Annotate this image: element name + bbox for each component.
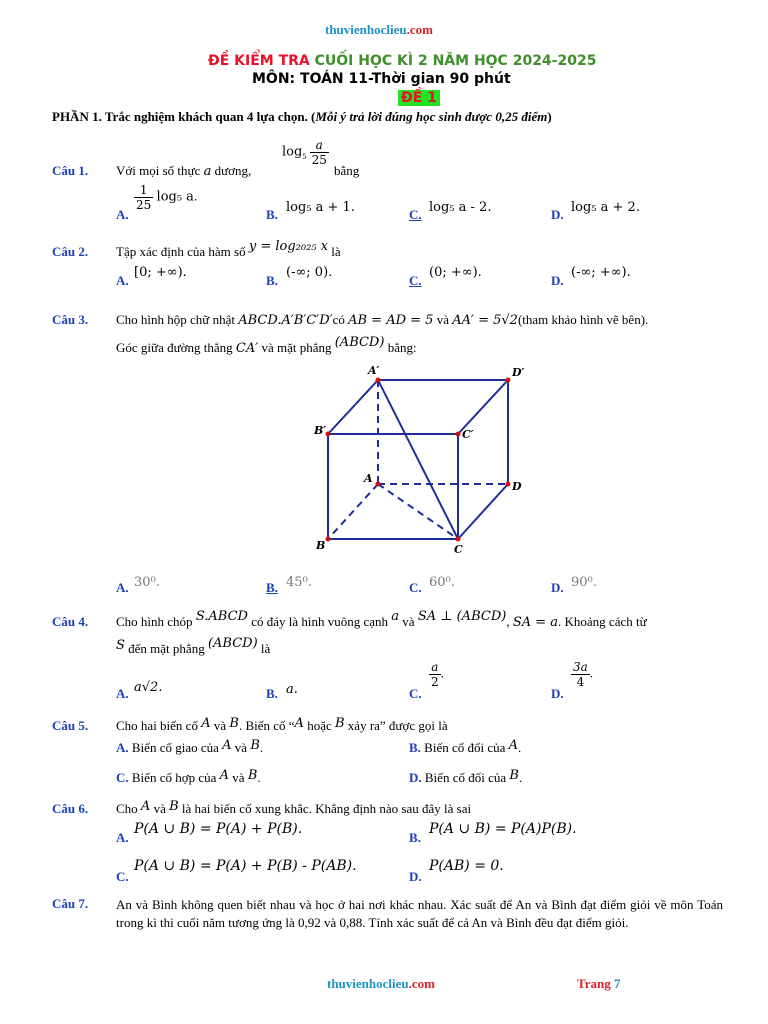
q4-text-b: có đáy là hình vuông cạnh <box>251 614 389 629</box>
q1-option-b-label[interactable]: B. <box>266 207 278 222</box>
q4-option-d[interactable]: $\frac{3a}{4}$ . <box>573 660 594 689</box>
q6-var-a: A <box>140 799 151 814</box>
q1-option-a-label[interactable]: A. <box>116 207 129 222</box>
q1-stem <box>116 163 251 179</box>
q1-option-c[interactable]: log₅ a - 2. <box>429 200 492 215</box>
q2-option-c[interactable]: (0; +∞). <box>429 265 482 280</box>
q4-line2-a: đến mặt phẳng <box>128 641 205 656</box>
q4-expr4: SA = a <box>512 615 559 630</box>
q3-label: Câu 3. <box>52 312 89 327</box>
q5-option-a[interactable]: A. Biến cố giao của A và B. <box>116 738 264 755</box>
q4-option-d-label[interactable]: D. <box>551 686 564 701</box>
q6-option-a[interactable]: P(A ∪ B) = P(A) + P(B). <box>134 821 303 837</box>
q1-option-d[interactable]: log₅ a + 2. <box>571 200 640 215</box>
q5-var-a: A <box>201 716 211 731</box>
page-num: 7 <box>613 976 621 991</box>
q5-b-label: B. <box>409 740 421 755</box>
q4-d-den: 4 <box>576 675 585 689</box>
q4-expr2: a <box>391 609 400 624</box>
q4-label: Câu 4. <box>52 614 89 629</box>
exam-code-badge: ĐỀ 1 <box>398 90 440 106</box>
q5-stem <box>116 718 448 734</box>
q2-option-c-label[interactable]: C. <box>409 273 422 288</box>
q5-d-var: B <box>509 768 519 783</box>
vertex-C1 <box>456 432 461 437</box>
q5-var-a2: A <box>294 716 304 731</box>
vertex-D1 <box>506 378 511 383</box>
q4-text-c: và <box>402 614 415 629</box>
site-name[interactable] <box>325 22 433 38</box>
vertex-A1 <box>376 378 381 383</box>
q5-text-d: xảy ra” được gọi là <box>347 718 448 733</box>
vertex-label-A: A <box>364 472 373 485</box>
q2-c-expr: (0; +∞) <box>429 265 478 280</box>
q4-option-a[interactable]: a√2. <box>134 680 163 695</box>
q5-a-var-b: B <box>250 738 260 753</box>
q2-option-d-label[interactable]: D. <box>551 273 564 288</box>
q3-text-d: (tham khảo hình vẽ bên). <box>517 312 649 327</box>
q4-text-a: Cho hình chóp <box>116 614 193 629</box>
q3-option-d-label[interactable]: D. <box>551 580 564 595</box>
site-name-blue: thuvienhoclieu <box>325 22 407 37</box>
exam-title-green: CUỐI HỌC KÌ 2 NĂM HỌC 2024-2025 <box>314 53 597 69</box>
vertex-label-C1: C′ <box>462 428 474 441</box>
q6-c-expr: P(A ∪ B) = P(A) + P(B) - P(AB) <box>134 858 353 874</box>
q3-line2-b: và mặt phẳng <box>261 340 332 355</box>
q6-a-expr: P(A ∪ B) = P(A) + P(B) <box>134 821 298 837</box>
q1-text-c: bằng <box>334 163 360 178</box>
q6-option-b[interactable]: P(A ∪ B) = P(A)P(B). <box>429 821 577 837</box>
q4-c-num: a <box>429 660 441 675</box>
q2-option-b-label[interactable]: B. <box>266 273 278 288</box>
q2-d-expr: (-∞; +∞) <box>571 265 627 280</box>
edge-C1-D1 <box>458 380 508 434</box>
q6-var-b: B <box>169 799 179 814</box>
q3-option-a-label[interactable]: A. <box>116 580 129 595</box>
q1-text-a: Với mọi số thực <box>116 163 201 178</box>
q5-c-var-a: A <box>219 768 230 783</box>
q5-b-text: Biến cố đối của <box>424 740 506 755</box>
q4-d-fraction <box>571 660 590 689</box>
q3-text-b: có <box>332 312 345 327</box>
q6-stem <box>116 801 471 817</box>
q4-s: S <box>116 638 125 653</box>
q5-c-and: và <box>232 770 245 785</box>
q3-option-a[interactable]: 30⁰. <box>134 575 160 590</box>
q5-a-label: A. <box>116 740 129 755</box>
q4-stem-line1: Cho hình chóp S.ABCD có đáy là hình vuông cạnh a và SA ⊥ (ABCD), SA = a. Khoảng cách từ <box>116 609 647 630</box>
q5-var-b: B <box>229 716 239 731</box>
q4-option-a-label[interactable]: A. <box>116 686 129 701</box>
q4-option-b[interactable]: a. <box>286 682 298 697</box>
q1-log-sub: 5 <box>302 152 307 162</box>
vertex-label-D1: D′ <box>512 366 525 379</box>
q5-text: Cho hai biến cố <box>116 718 198 733</box>
q2-stem <box>116 239 341 260</box>
q5-label: Câu 5. <box>52 718 89 733</box>
q1-log: log <box>282 144 303 160</box>
part1-note: Mỗi ý trả lời đúng học sinh được 0,25 điểm <box>315 109 548 124</box>
hidden-edge-A-C <box>378 484 458 539</box>
q4-b-expr: a <box>286 682 294 697</box>
q3-expr2: AB = AD = 5 <box>348 313 434 328</box>
q3-a-expr: 30⁰ <box>134 575 156 590</box>
q2-option-d[interactable]: (-∞; +∞). <box>571 265 631 280</box>
q6-label: Câu 6. <box>52 801 89 816</box>
q7-label: Câu 7. <box>52 896 89 911</box>
page-label: Trang <box>577 976 611 991</box>
q5-a-text: Biến cố giao của <box>131 740 219 755</box>
q1-a-fraction <box>134 183 153 212</box>
q5-and: và <box>213 718 227 733</box>
q3-line2-a: Góc giữa đường thẳng <box>116 340 233 355</box>
q1-b-expr: log₅ a + 1 <box>286 200 351 215</box>
vertex-label-A1: A′ <box>368 364 380 377</box>
q4-option-c-label[interactable]: C. <box>409 686 422 701</box>
q5-option-c[interactable]: C. Biến cố hợp của A và B. <box>116 768 261 785</box>
q5-c-text: Biến cố hợp của <box>131 770 217 785</box>
q2-text: Tập xác định của hàm số <box>116 244 246 259</box>
q2-b-expr: (-∞; 0) <box>286 265 329 280</box>
q4-option-b-label[interactable]: B. <box>266 686 278 701</box>
q1-frac-num: a <box>310 138 329 153</box>
q2-option-a[interactable]: [0; +∞). <box>134 265 187 280</box>
exam-subject: MÔN: TOÁN 11-Thời gian 90 phút <box>252 71 511 87</box>
q1-expression <box>282 138 329 167</box>
q3-expr5: (ABCD) <box>334 335 385 350</box>
q4-option-c[interactable]: $\frac{a}{2}$ . <box>431 660 444 689</box>
q1-fraction <box>310 138 329 167</box>
q3-stem-line1 <box>116 312 648 328</box>
vertex-B <box>326 537 331 542</box>
vertex-label-B: B <box>316 539 326 552</box>
vertex-label-D: D <box>512 480 522 493</box>
q3-expr1: ABCD.A′B′C′D′ <box>238 313 333 328</box>
exam-title <box>208 53 596 69</box>
q6-option-c[interactable]: P(A ∪ B) = P(A) + P(B) - P(AB). <box>134 858 357 874</box>
q2-text-b: là <box>331 244 341 259</box>
edge-A1-C <box>378 380 458 539</box>
q3-b-expr: 45⁰ <box>286 575 308 590</box>
q2-label: Câu 2. <box>52 244 89 259</box>
q5-option-b[interactable]: B. Biến cố đối của A. <box>409 738 522 755</box>
q1-var: a <box>203 164 212 179</box>
q6-b-expr: P(A ∪ B) = P(A)P(B) <box>429 821 573 837</box>
q4-d-num: 3a <box>573 660 588 674</box>
q2-option-a-label[interactable]: A. <box>116 273 129 288</box>
q4-expr3: SA ⊥ (ABCD) <box>417 609 507 624</box>
q3-d-expr: 90⁰ <box>571 575 593 590</box>
q2-a-expr: [0; +∞) <box>134 265 183 280</box>
edge-A1-B1 <box>328 380 378 434</box>
q4-line2-b: là <box>260 641 271 656</box>
vertex-C <box>456 537 461 542</box>
q4-expr1: S.ABCD <box>195 609 248 624</box>
vertex-D <box>506 482 511 487</box>
q4-c-den: 2 <box>431 675 439 689</box>
q5-d-label: D. <box>409 770 422 785</box>
q4-c-fraction <box>429 660 441 689</box>
q1-option-d-label[interactable]: D. <box>551 207 564 222</box>
footer-site-red: .com <box>408 976 435 991</box>
q6-option-d[interactable]: P(AB) = 0. <box>429 858 504 874</box>
vertex-label-B1: B′ <box>314 424 327 437</box>
q1-option-a[interactable]: $\frac{1}{25}$ log₅ a. <box>136 183 198 212</box>
q5-option-d[interactable]: D. Biến cố đối của B. <box>409 768 523 785</box>
q6-d-expr: P(AB) = 0 <box>429 858 500 874</box>
hidden-edge-A-B <box>328 484 378 539</box>
q4-expr5: (ABCD) <box>207 636 258 651</box>
q6-text-a: Cho <box>116 801 138 816</box>
q1-option-c-label[interactable]: C. <box>409 207 422 222</box>
part1-title-text: PHẦN 1. Trắc nghiệm khách quan 4 lựa chọn. ( <box>52 109 316 124</box>
q6-option-d-label[interactable]: D. <box>409 869 422 884</box>
footer-site-blue: thuvienhoclieu <box>327 976 409 991</box>
q1-a-expr: log₅ a <box>156 189 194 205</box>
q1-label: Câu 1. <box>52 163 89 178</box>
page-number <box>577 976 620 992</box>
q3-c-expr: 60⁰ <box>429 575 451 590</box>
q3-option-c[interactable]: 60⁰. <box>429 575 455 590</box>
exam-code <box>398 90 440 106</box>
q2-option-b[interactable]: (-∞; 0). <box>286 265 333 280</box>
q3-option-d[interactable]: 90⁰. <box>571 575 597 590</box>
q6-option-a-label[interactable]: A. <box>116 830 129 845</box>
q2-expr: y = log₂₀₂₅ x <box>248 239 328 254</box>
q3-expr3: AA′ = 5√2 <box>452 313 518 328</box>
vertex-label-C: C <box>454 543 463 556</box>
q5-b-var: A <box>508 738 519 753</box>
q3-text-c: và <box>436 312 449 327</box>
q4-a-expr: a√2 <box>134 680 159 695</box>
q3-option-b-label[interactable]: B. <box>266 580 278 595</box>
q3-text-a: Cho hình hộp chữ nhật <box>116 312 235 327</box>
q1-option-b[interactable]: log₅ a + 1. <box>286 200 355 215</box>
q5-text-b: . Biến cố “ <box>238 718 295 733</box>
q1-text-b: dương, <box>214 163 252 178</box>
q4-stem-line2 <box>116 636 271 657</box>
footer-site-name[interactable] <box>327 976 435 992</box>
q5-var-b2: B <box>334 716 345 731</box>
edge-D-C <box>458 484 508 539</box>
q5-c-label: C. <box>116 770 129 785</box>
exam-title-red: ĐỀ KIỂM TRA <box>208 53 310 69</box>
q3-expr4: CA′ <box>235 341 259 356</box>
q3-line2-c: bằng: <box>387 340 417 355</box>
q1-d-expr: log₅ a + 2 <box>571 200 636 215</box>
q5-text-c: hoặc <box>307 718 332 733</box>
q5-a-var-a: A <box>222 738 232 753</box>
q5-a-and: và <box>234 740 248 755</box>
q1-c-expr: log₅ a - 2 <box>429 200 488 215</box>
q3-option-c-label[interactable]: C. <box>409 580 422 595</box>
vertex-B1 <box>326 432 331 437</box>
q3-option-b[interactable]: 45⁰. <box>286 575 312 590</box>
q7-text: An và Bình không quen biết nhau và học ở hai nơi khác nhau. Xác suất để An và Bình đạt điểm giỏi về môn Toán trong kì thi cuối năm tương ứng là 0,92 và 0,88. Tính xác suất để cả An và Bình đều đạt điểm giỏi. <box>116 897 723 930</box>
part1-title <box>52 109 552 125</box>
q1-frac-den: 25 <box>311 153 327 167</box>
box-figure <box>300 358 540 558</box>
q5-d-text: Biến cố đối của <box>424 770 507 785</box>
site-name-red: .com <box>406 22 433 37</box>
vertex-A <box>376 482 381 487</box>
q6-option-b-label[interactable]: B. <box>409 830 421 845</box>
q6-text-b: là hai biến cố xung khắc. Khẳng định nào sau đây là sai <box>181 801 472 816</box>
part1-close: ) <box>547 109 552 124</box>
q1-a-num: 1 <box>134 183 153 198</box>
q6-option-c-label[interactable]: C. <box>116 869 129 884</box>
q1-a-den: 25 <box>136 198 152 212</box>
q6-and: và <box>153 801 166 816</box>
q4-text-d: . Khoảng cách từ <box>558 614 647 629</box>
q5-c-var-b: B <box>247 768 258 783</box>
q3-stem-line2 <box>116 335 417 356</box>
